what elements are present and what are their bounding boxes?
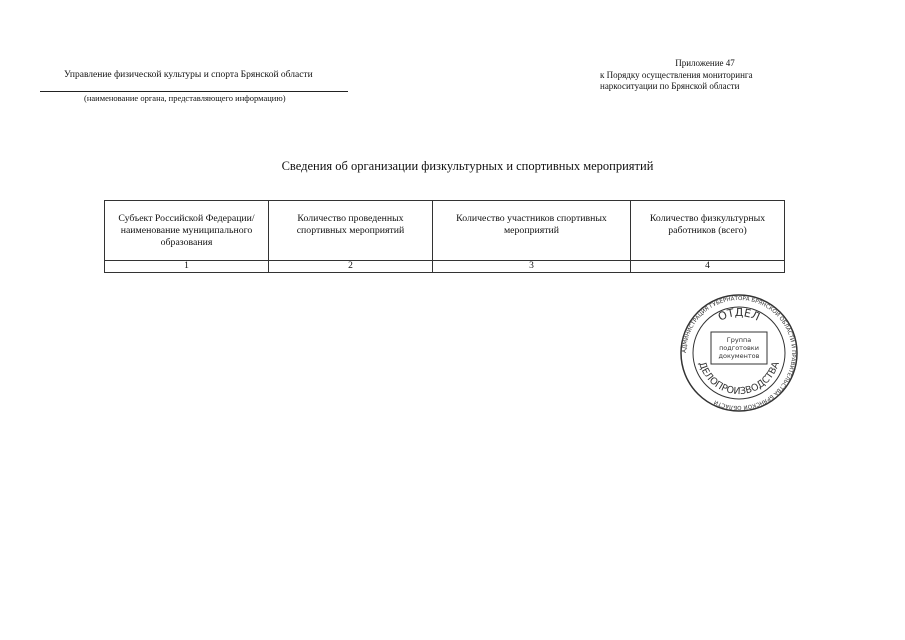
appendix-title: Приложение 47	[675, 58, 735, 68]
column-header-staff-count: Количество физкультурных работников (всего)	[631, 201, 785, 261]
stamp-center-line-3: документов	[718, 352, 760, 360]
organization-caption: (наименование органа, представляющего информацию)	[84, 93, 286, 103]
stamp-bottom-text: ДЕЛОПРОИЗВОДСТВА	[696, 360, 782, 398]
table-header-row	[105, 201, 785, 261]
report-table	[104, 200, 785, 273]
document-title: Сведения об организации физкультурных и спортивных мероприятий	[281, 159, 654, 173]
column-header-participants-count: Количество участников спортивных мероприятий	[433, 201, 631, 261]
column-number: 2	[269, 261, 433, 273]
stamp-center-line-1: Группа	[726, 336, 752, 344]
stamp-ring-text: АДМИНИСТРАЦИЯ ГУБЕРНАТОРА БРЯНСКОЙ ОБЛАСТИ И ПРАВИТЕЛЬСТВА БРЯНСКОЙ ОБЛАСТИ	[681, 295, 797, 411]
stamp-center-line-2: подготовки	[719, 344, 759, 352]
table-number-row	[105, 261, 785, 273]
column-number: 3	[433, 261, 631, 273]
official-stamp	[678, 293, 800, 413]
column-header-events-count: Количество проведенных спортивных мероприятий	[269, 201, 433, 261]
stamp-top-text: ОТДЕЛ	[716, 305, 762, 324]
appendix-note	[600, 58, 780, 93]
column-number: 4	[631, 261, 785, 273]
column-number: 1	[105, 261, 269, 273]
column-header-subject: Субъект Российской Федерации/ наименование муниципального образования	[105, 201, 269, 261]
organization-name: Управление физической культуры и спорта Брянской области	[64, 70, 313, 80]
appendix-line-2: наркоситуации по Брянской области	[600, 81, 740, 91]
appendix-line-1: к Порядку осуществления мониторинга	[600, 69, 753, 80]
organization-underline	[40, 91, 348, 92]
